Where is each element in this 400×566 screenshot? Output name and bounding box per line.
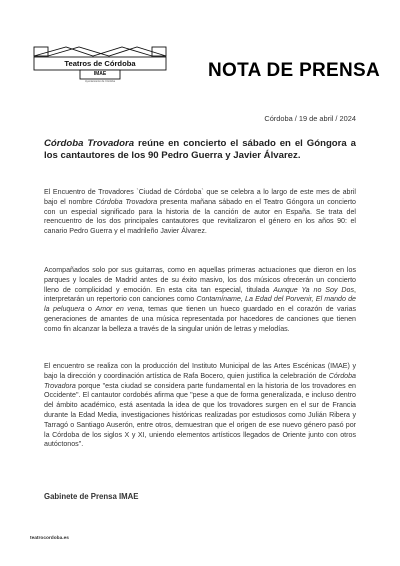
para2-italic-3: Amor en vena [95, 305, 143, 314]
para2-italic-2: Contamíname, La Edad del Porvenir, El mando de la peluquera [44, 295, 356, 314]
paragraph-2 [44, 266, 356, 335]
para3-text-2: porque "esta ciudad se considera parte fundamental en la historia de los trovadores en Occidente". El cantautor cordobés afirma que "pese a que de forma generalizada, e incluso dentro del ámbito académico, está asentada la idea de que los trovadores surgen en el sur de Francia durante la Edad Media, investigaciones históricas realizadas por estudiosos como Julián Ribera y Tarragó o Santiago Auserón, entre otros, demuestran que el origen de ese nuevo género pasó por la Córdoba de los siglos X y XI, uniendo elementos artísticos llegados de Oriente junto con otros autóctonos". [44, 381, 356, 449]
para3-italic-1: Córdoba Trovadora [44, 371, 356, 390]
logo-org: IMAE [93, 71, 107, 77]
para2-text-2: , interpretarán un repertorio con canciones como [44, 285, 356, 304]
signature: Gabinete de Prensa IMAE [44, 492, 139, 501]
headline [44, 138, 356, 162]
date-line: Córdoba / 19 de abril / 2024 [264, 114, 356, 123]
para3-text-1: El encuentro se realiza con la producción del Instituto Municipal de las Artes Escénicas (IMAE) y bajo la dirección y coordinación artística de Rafa Bocero, quien justifica la celebración de [44, 362, 356, 380]
footer-website: teatrocordoba.es [30, 536, 69, 541]
para1-text-2: presenta mañana sábado en el Teatro Góngora un concierto con un especial significado para la historia de la canción de autor en España. Se trata del reencuentro de los dos principales cantautores que revitalizaron el género en los años 90: el canario Pedro Guerra y el madrileño Javier Álvarez. [44, 197, 356, 236]
paragraph-3 [44, 362, 356, 450]
press-release-title: NOTA DE PRENSA [208, 60, 381, 81]
para2-text-1: Acompañados solo por sus guitarras, como en aquellas primeras actuaciones que dieron en los parques y locales de Madrid antes de su éxito masivo, los dos músicos ofrecerán un concierto lleno de complicidad y emoción. En esta cita tan especial, titulada [44, 266, 356, 294]
para1-text-1: El Encuentro de Trovadores `Ciudad de Córdoba` que se celebra a lo largo de este mes de abril bajo el nombre [44, 188, 356, 206]
logo-subtitle: Ayuntamiento de Córdoba [84, 80, 116, 83]
para2-text-3: o [84, 305, 96, 314]
para2-italic-1: Aunque Ya no Soy Dos [273, 285, 355, 294]
headline-text: reúne en concierto el sábado en el Góngora a los cantautores de los 90 Pedro Guerra y Javier Álvarez. [44, 138, 356, 161]
para2-text-4: , temas que tienen un hueco guardado en el corazón de varias generaciones de amantes de una música representada por hacedores de canciones que tienen como fin alcanzar la belleza a través de la singular unión de letras y melodías. [44, 305, 357, 333]
para1-italic-1: Córdoba Trovadora [95, 197, 158, 206]
paragraph-1 [44, 188, 356, 237]
teatros-logo [30, 44, 170, 102]
logo-title: Teatros de Córdoba [64, 59, 136, 68]
headline-italic: Córdoba Trovadora [44, 138, 135, 149]
